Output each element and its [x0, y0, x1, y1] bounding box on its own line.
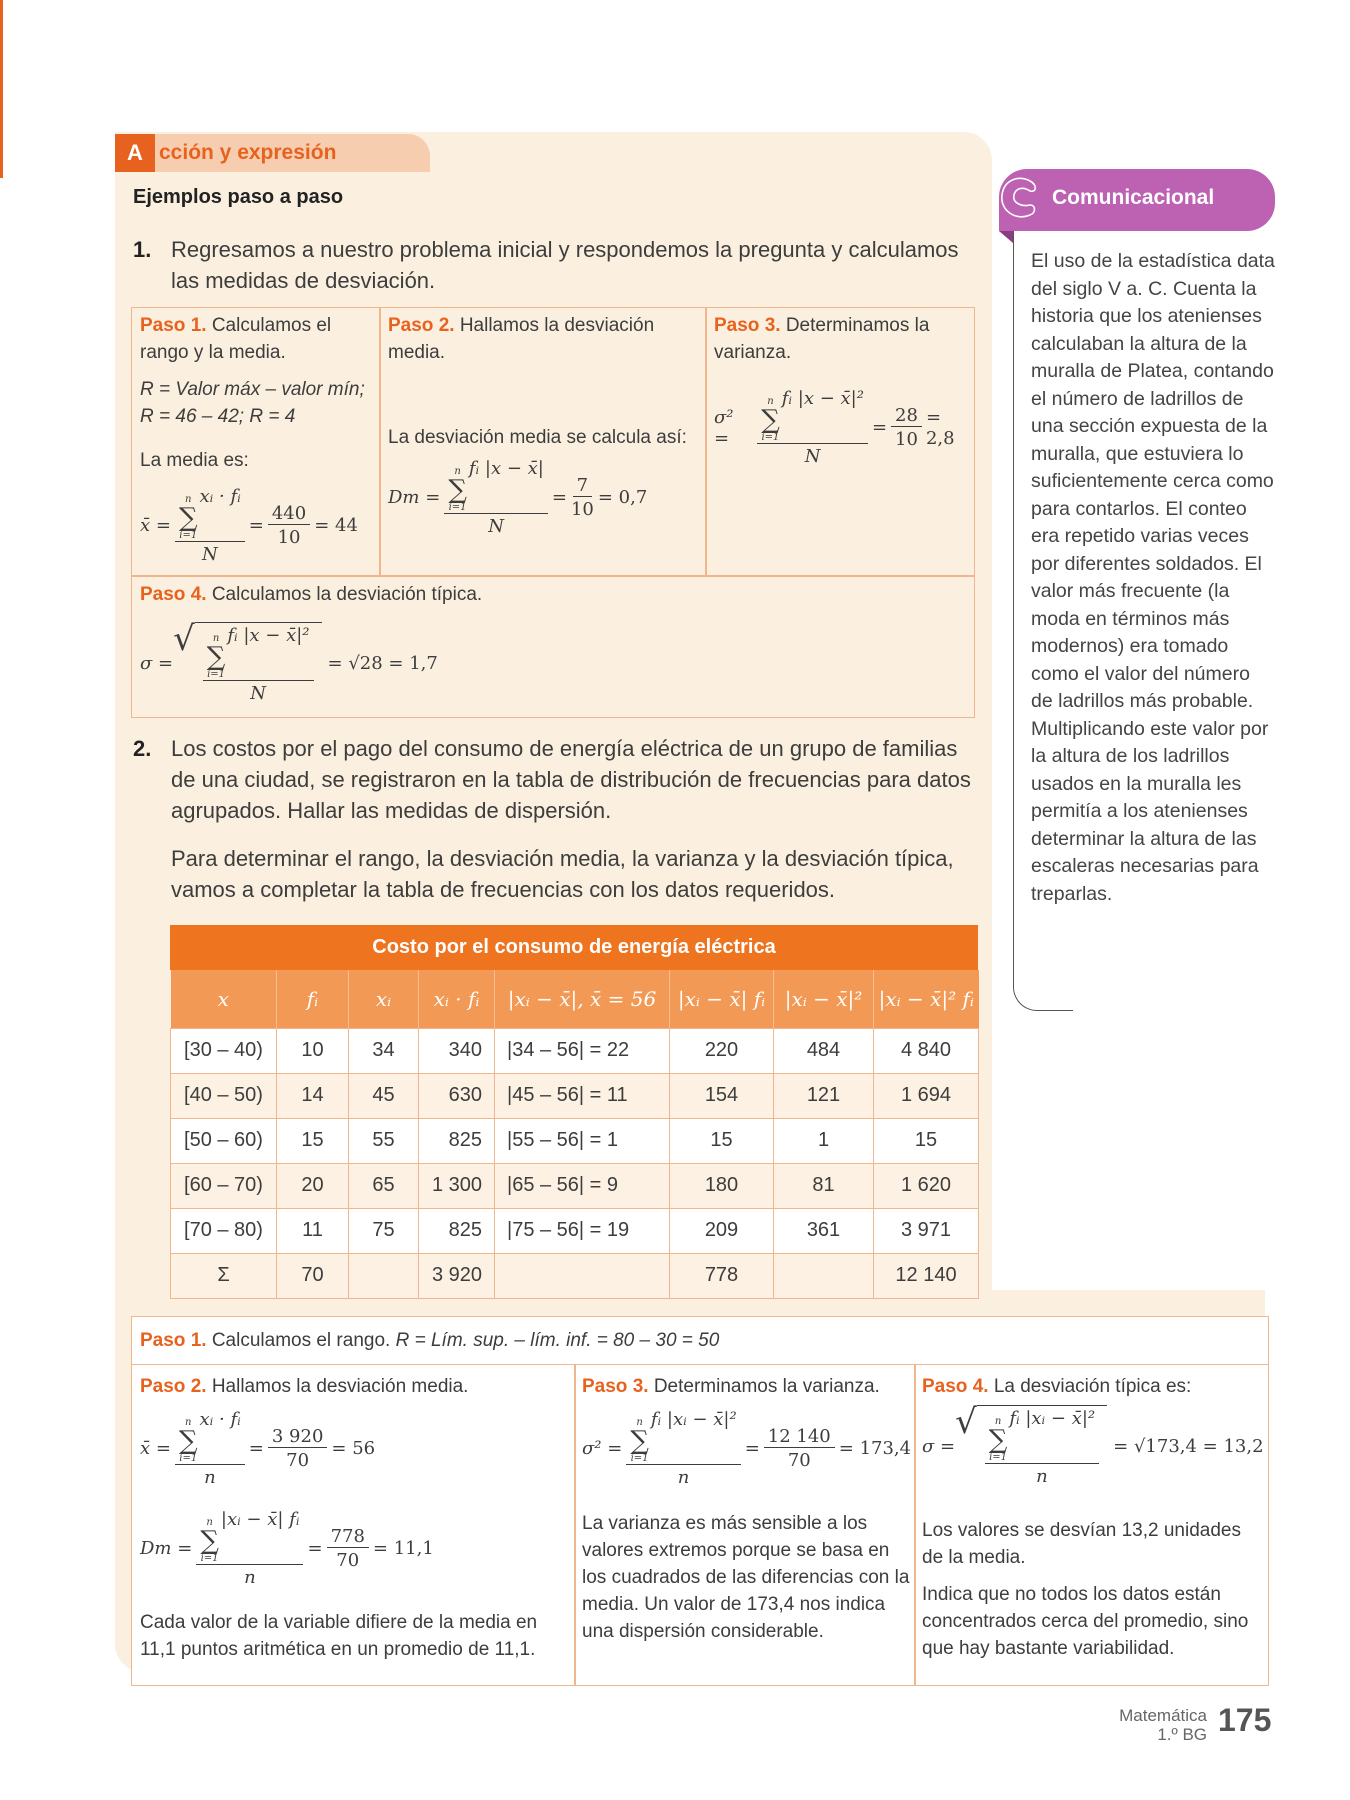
column-header: |xᵢ − x̄| fᵢ	[670, 970, 774, 1028]
solution-step-1	[140, 1327, 1240, 1354]
formula-result: = 0,7	[597, 487, 648, 508]
fraction	[175, 486, 245, 565]
subject-name: Matemática	[1119, 1706, 1207, 1725]
summation-icon: n ∑ i=1	[448, 466, 467, 513]
cell: [40 – 50)	[171, 1073, 277, 1118]
step-3	[714, 312, 964, 366]
step-title: La desviación típica es:	[993, 1376, 1192, 1397]
mean-formula: x̄ = n ∑ i=1 xᵢ · fᵢ N = $\frac{440}{10}$ = 44	[140, 486, 358, 565]
step-2	[388, 312, 698, 366]
step-label: Paso 2.	[388, 315, 455, 336]
column-header: |xᵢ − x̄|² fᵢ	[874, 970, 979, 1028]
numerator: n ∑ i=1 |xᵢ − x̄| fᵢ	[196, 1509, 303, 1565]
range-formula: R = Lím. sup. – lím. inf. = 80 – 30 = 50	[395, 1330, 720, 1351]
example-2-solution	[131, 1316, 1269, 1686]
summation-icon: n ∑ i=1	[178, 494, 198, 541]
formula-lhs: σ =	[922, 1435, 956, 1457]
denominator: n	[244, 1567, 256, 1588]
section-badge-title: cción y expresión	[159, 141, 337, 164]
table-row	[171, 1028, 979, 1073]
fraction: $\frac{28}{10}$	[891, 405, 922, 450]
fraction	[626, 1409, 740, 1488]
cell: 630	[419, 1073, 495, 1118]
formula-lhs: Dm =	[388, 487, 441, 508]
std-dev-formula	[922, 1402, 1264, 1487]
summation-icon: n ∑ i=1	[178, 1417, 198, 1464]
summation-icon: n ∑ i=1	[206, 633, 226, 680]
summation-icon: n ∑ i=1	[630, 1417, 649, 1464]
example-number: 2.	[133, 736, 152, 761]
example-1-steps	[131, 307, 975, 718]
step-title: Calculamos el rango y la media.	[140, 315, 332, 363]
page-edge-marker	[0, 0, 3, 178]
cell: |65 – 56| = 9	[495, 1163, 670, 1208]
numerator: n ∑ i=1 fᵢ |x − x̄|²	[757, 388, 868, 444]
step-title: Calculamos el rango.	[211, 1330, 391, 1351]
grade-level: 1.º BG	[1157, 1725, 1207, 1744]
solution-step-3	[582, 1373, 912, 1400]
cell: 10	[277, 1028, 349, 1073]
dm-formula: Dm = n ∑ i=1 fᵢ |x − x̄| N = $\frac{7}{10}$ = 0,7	[388, 458, 648, 537]
cell: 20	[277, 1163, 349, 1208]
cell: [50 – 60)	[171, 1118, 277, 1163]
comunicacional-title: Comunicacional	[1052, 186, 1215, 209]
footer-subject	[1082, 1706, 1207, 1744]
cell: 825	[419, 1208, 495, 1253]
cell: 12 140	[874, 1253, 979, 1298]
dm-formula: Dm = n ∑ i=1 |xᵢ − x̄| fᵢ n = $\frac{778}{70}$ = 11,1	[140, 1509, 434, 1588]
denominator: n	[204, 1467, 216, 1488]
table-row	[171, 1163, 979, 1208]
cell	[349, 1253, 419, 1298]
fraction	[175, 1409, 245, 1488]
cell: 220	[670, 1028, 774, 1073]
section-badge-letter: A	[115, 134, 155, 172]
formula-lhs: σ =	[140, 652, 174, 674]
formula-result: = √28 = 1,7	[327, 652, 438, 674]
cell: 4 840	[874, 1028, 979, 1073]
std-dev-formula	[140, 619, 438, 704]
formula-result: = 173,4	[838, 1438, 912, 1459]
fraction: $\frac{778}{70}$	[327, 1526, 369, 1571]
table-row	[171, 1208, 979, 1253]
variance-formula: σ² = n ∑ i=1 fᵢ |xᵢ − x̄|² n = $\frac{12 140}{70}$ = 173,4	[582, 1409, 912, 1488]
range-formula-line-2: R = 46 – 42; R = 4	[140, 406, 296, 427]
numerator: n ∑ i=1 fᵢ |x − x̄|	[444, 458, 548, 514]
square-root-icon: √ n ∑ i=1 fᵢ |xᵢ − x̄|² n	[955, 1405, 1107, 1487]
solution-step-2	[140, 1373, 570, 1400]
dm-note: Cada valor de la variable difiere de la media en 11,1 puntos aritmética en un promedio de 11,1.	[140, 1612, 538, 1660]
fraction: $\frac{7}{10}$	[570, 475, 594, 520]
column-header: x	[171, 970, 277, 1028]
formula-result: = 2,8	[925, 406, 955, 449]
step-label: Paso 1.	[140, 1330, 207, 1351]
cell: 180	[670, 1163, 774, 1208]
cell: 14	[277, 1073, 349, 1118]
table-header-row	[171, 970, 979, 1028]
numerator: n ∑ i=1 xᵢ · fᵢ	[175, 486, 245, 542]
cell: 154	[670, 1073, 774, 1118]
cell: 1 620	[874, 1163, 979, 1208]
example-2-instructions: Para determinar el rango, la desviación media, la varianza y la desviación típica, vamos a completar la tabla de frecuencias con los datos requeridos.	[171, 846, 954, 902]
step-title: Calculamos la desviación típica.	[211, 584, 483, 605]
cell: 340	[419, 1028, 495, 1073]
cell: 1	[774, 1118, 874, 1163]
denominator: N	[250, 683, 267, 704]
denominator: N	[804, 446, 821, 467]
formula-result: = √173,4 = 13,2	[1113, 1435, 1264, 1457]
column-header: xᵢ · fᵢ	[419, 970, 495, 1028]
page-number: 175	[1218, 1702, 1272, 1738]
formula-result: = 56	[331, 1438, 376, 1459]
table-total-row	[171, 1253, 979, 1298]
column-header: xᵢ	[349, 970, 419, 1028]
sum-symbol-icon: Σ	[171, 1253, 277, 1298]
cell: [30 – 40)	[171, 1028, 277, 1073]
cell: 15	[874, 1118, 979, 1163]
ribbon-fold	[999, 231, 1013, 243]
cell: 15	[277, 1118, 349, 1163]
divider	[379, 308, 381, 575]
cell: |75 – 56| = 19	[495, 1208, 670, 1253]
std-dev-note-2: Indica que no todos los datos están concentrados cerca del promedio, sino que hay bastante variabilidad.	[922, 1584, 1249, 1659]
comunicacional-c-icon	[996, 173, 1044, 225]
numerator: n ∑ i=1 fᵢ |x − x̄|²	[203, 625, 314, 681]
denominator: N	[201, 544, 218, 565]
example-text: Regresamos a nuestro problema inicial y respondemos la pregunta y calculamos las medidas de desviación.	[171, 237, 959, 293]
step-label: Paso 2.	[140, 1376, 207, 1397]
column-header: |xᵢ − x̄|²	[774, 970, 874, 1028]
cell: |45 – 56| = 11	[495, 1073, 670, 1118]
cell: 361	[774, 1208, 874, 1253]
cell: [70 – 80)	[171, 1208, 277, 1253]
divider	[132, 575, 974, 577]
example-number: 1.	[133, 237, 152, 262]
formula-lhs: σ² =	[714, 406, 734, 449]
step-title: Determinamos la varianza.	[653, 1376, 880, 1397]
cell: 81	[774, 1163, 874, 1208]
fraction	[757, 388, 868, 467]
cell: 778	[670, 1253, 774, 1298]
denominator: N	[488, 516, 504, 537]
range-formula-line-1: R = Valor máx – valor mín;	[140, 379, 365, 400]
numerator: n ∑ i=1 xᵢ · fᵢ	[175, 1409, 245, 1465]
formula-lhs: x̄ =	[140, 1438, 171, 1459]
cell: 15	[670, 1118, 774, 1163]
formula-lhs: Dm =	[140, 1538, 193, 1559]
summation-icon: n ∑ i=1	[761, 396, 780, 443]
fraction	[203, 625, 314, 704]
summation-icon: n ∑ i=1	[988, 1416, 1008, 1463]
section-badge	[115, 134, 430, 172]
cell: 121	[774, 1073, 874, 1118]
square-root-icon: √ n ∑ i=1 fᵢ |x − x̄|² N	[173, 622, 321, 704]
cell: 1 694	[874, 1073, 979, 1118]
step-title: Determinamos la varianza.	[714, 315, 930, 363]
step-label: Paso 3.	[714, 315, 781, 336]
divider	[705, 308, 707, 575]
cell: 825	[419, 1118, 495, 1163]
cell: |34 – 56| = 22	[495, 1028, 670, 1073]
variance-note: La varianza es más sensible a los valores extremos porque se basa en los cuadrados de las diferencias con la media. Un valor de 173,4 nos indica una dispersión considerable.	[582, 1513, 910, 1642]
example-2	[133, 733, 983, 826]
solution-step-1-row	[132, 1317, 1268, 1365]
divider	[574, 1365, 576, 1685]
cell	[774, 1253, 874, 1298]
step-title: Hallamos la desviación media.	[211, 1376, 469, 1397]
step-title: Hallamos la desviación media.	[388, 315, 655, 363]
cell: 65	[349, 1163, 419, 1208]
cell: 209	[670, 1208, 774, 1253]
variance-formula: σ² = n ∑ i=1 fᵢ |x − x̄|² N = $\frac{28}{10}$ = 2,8	[714, 388, 974, 467]
solution-step-4	[922, 1373, 1262, 1400]
column-header: |xᵢ − x̄|, x̄ = 56	[495, 970, 670, 1028]
cell: 70	[277, 1253, 349, 1298]
std-dev-note-1: Los valores se desvían 13,2 unidades de la media.	[922, 1520, 1241, 1568]
step-label: Paso 4.	[140, 584, 207, 605]
comunicacional-text: El uso de la estadística data del siglo V a. C. Cuenta la historia que los atenienses calculaban la altura de la muralla de Platea, contando el número de ladrillos de una sección expuesta de la muralla, que estuviera lo suficientemente cerca como para contarlos. El conteo era repetido varias veces por diferentes soldados. El valor más frecuente (la moda en términos más modernos) era tomado como el valor del número de ladrillos más probable. Multiplicando este valor por la altura de los ladrillos usados en la muralla les permitía a los atenienses determinar la altura de las escaleras necesarias para treparlas.	[1031, 250, 1275, 905]
cell: 11	[277, 1208, 349, 1253]
frequency-table	[170, 925, 978, 1299]
example-1	[133, 234, 983, 296]
numerator: n ∑ i=1 fᵢ |xᵢ − x̄|²	[985, 1408, 1099, 1464]
formula-result: = 44	[314, 515, 358, 536]
step-label: Paso 4.	[922, 1376, 989, 1397]
table-title: Costo por el consumo de energía eléctrica	[170, 925, 978, 970]
table-row	[171, 1118, 979, 1163]
cell: 45	[349, 1073, 419, 1118]
fraction	[985, 1408, 1099, 1487]
cell: 484	[774, 1028, 874, 1073]
table-row	[171, 1073, 979, 1118]
dm-intro: La desviación media se calcula así:	[388, 427, 687, 448]
cell: 55	[349, 1118, 419, 1163]
divider	[914, 1365, 916, 1685]
fraction: $\frac{3 920}{70}$	[268, 1426, 328, 1471]
fraction: $\frac{440}{10}$	[268, 503, 310, 548]
formula-lhs: x̄ =	[140, 515, 171, 536]
example-text: Los costos por el pago del consumo de energía eléctrica de un grupo de familias de una ciudad, se registraron en la tabla de distribución de frecuencias para datos agrupados. Hallar las medidas de dispersión.	[171, 736, 971, 823]
cell: 34	[349, 1028, 419, 1073]
cell	[495, 1253, 670, 1298]
fraction	[444, 458, 548, 537]
cell: |55 – 56| = 1	[495, 1118, 670, 1163]
step-4	[140, 581, 840, 608]
denominator: n	[677, 1467, 690, 1488]
cell: 3 971	[874, 1208, 979, 1253]
fraction	[196, 1509, 303, 1588]
summation-icon: n ∑ i=1	[200, 1517, 219, 1564]
cell: 75	[349, 1208, 419, 1253]
column-header: fᵢ	[277, 970, 349, 1028]
step-1	[140, 312, 376, 366]
fraction: $\frac{12 140}{70}$	[764, 1426, 835, 1471]
mean-intro: La media es:	[140, 450, 249, 471]
step-label: Paso 3.	[582, 1376, 649, 1397]
formula-lhs: σ² =	[582, 1438, 623, 1459]
formula-result: = 11,1	[372, 1538, 434, 1559]
denominator: n	[1036, 1466, 1048, 1487]
mean-formula: x̄ = n ∑ i=1 xᵢ · fᵢ n = $\frac{3 920}{70}$ = 56	[140, 1409, 376, 1488]
numerator: n ∑ i=1 fᵢ |xᵢ − x̄|²	[626, 1409, 740, 1465]
section-heading: Ejemplos paso a paso	[133, 186, 344, 208]
cell: [60 – 70)	[171, 1163, 277, 1208]
cell: 1 300	[419, 1163, 495, 1208]
step-label: Paso 1.	[140, 315, 207, 336]
cell: 3 920	[419, 1253, 495, 1298]
